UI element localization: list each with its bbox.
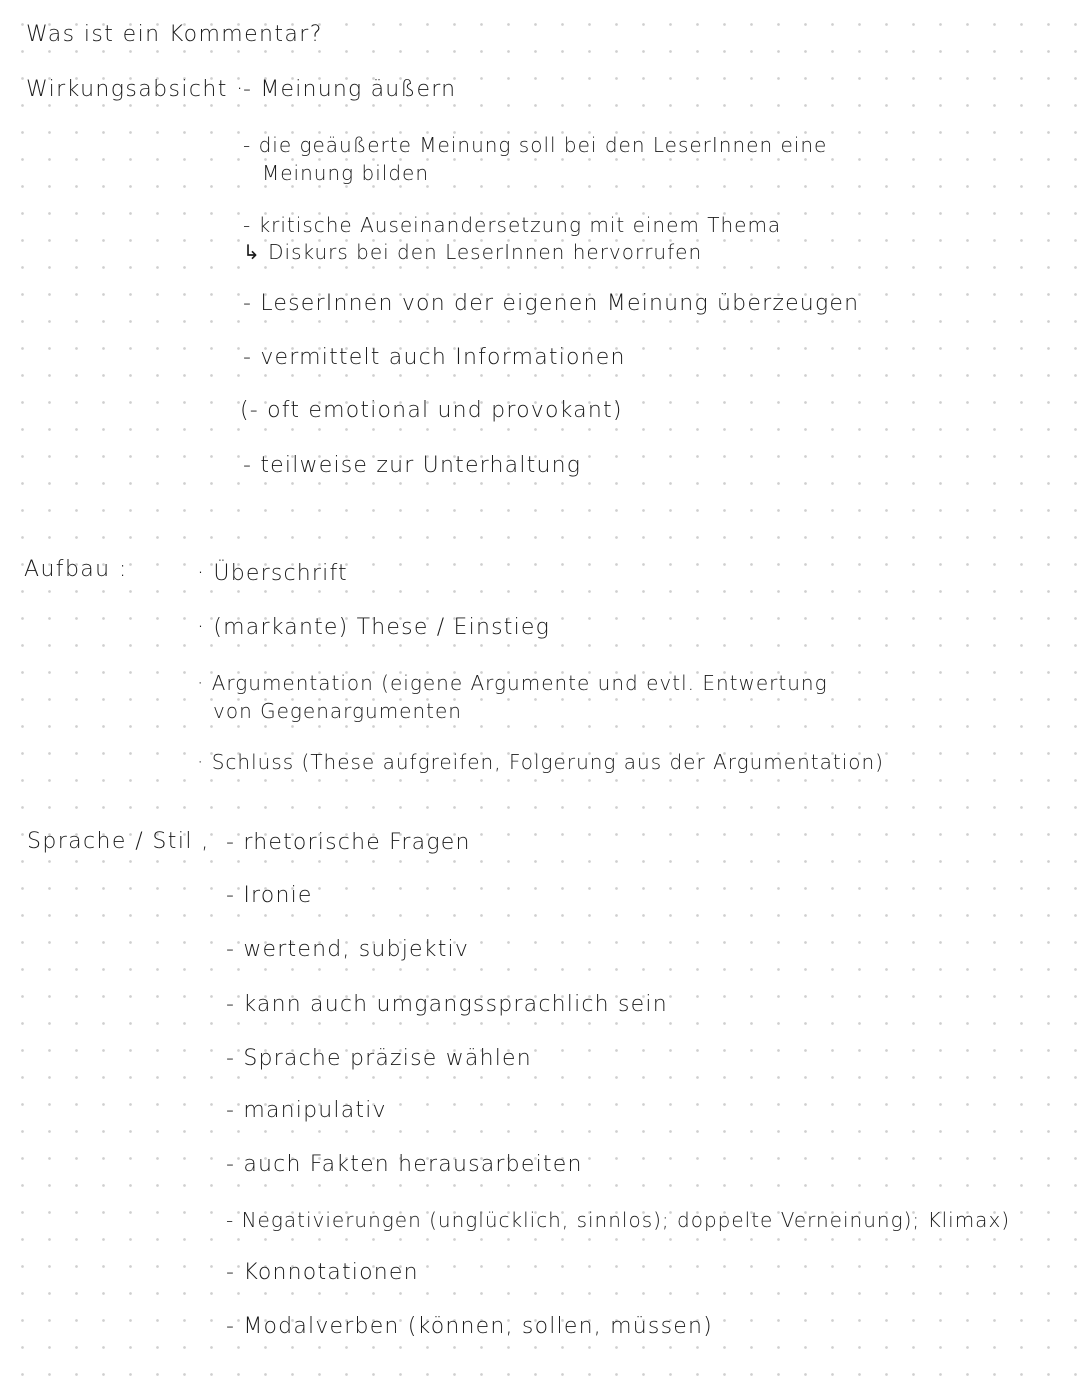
list-item: - Konnotationen xyxy=(226,1260,419,1285)
section-label-aufbau: Aufbau : xyxy=(24,557,128,582)
list-item: - manipulativ xyxy=(226,1098,387,1123)
list-item: · Argumentation (eigene Argumente und evtl. Entwertung xyxy=(197,671,828,695)
list-item: - wertend, subjektiv xyxy=(226,937,470,962)
page-title: Was ist ein Kommentar? xyxy=(26,22,323,47)
list-item: - vermittelt auch Informationen xyxy=(243,345,626,370)
list-item: - Modalverben (können, sollen, müssen) xyxy=(226,1314,713,1339)
list-item: - Meinung äußern xyxy=(243,77,457,102)
section-label-wirkungsabsicht: Wirkungsabsicht · xyxy=(26,77,245,102)
list-item: - kann auch umgangssprachlich sein xyxy=(226,992,668,1017)
list-item: - Ironie xyxy=(226,883,313,908)
list-item: - teilweise zur Unterhaltung xyxy=(243,453,582,478)
section-label-sprache-stil: Sprache / Stil , xyxy=(27,829,210,854)
list-item: ↳ Diskurs bei den LeserInnen hervorrufen xyxy=(243,240,703,264)
list-item: - kritische Auseinandersetzung mit einem Thema xyxy=(243,213,782,237)
list-item: (- oft emotional und provokant) xyxy=(240,398,623,423)
list-item: von Gegenargumenten xyxy=(213,699,462,723)
list-item: · Überschrift xyxy=(197,561,348,586)
list-item: - auch Fakten herausarbeiten xyxy=(226,1152,583,1177)
list-item: - LeserInnen von der eigenen Meinung überzeugen xyxy=(243,291,860,316)
list-item: - Sprache präzise wählen xyxy=(226,1046,532,1071)
list-item: - die geäußerte Meinung soll bei den LeserInnen eine xyxy=(243,133,828,157)
list-item: - Negativierungen (unglücklich, sinnlos); doppelte Verneinung); Klimax) xyxy=(226,1208,1011,1232)
list-item: · (markante) These / Einstieg xyxy=(197,615,551,640)
list-item: - rhetorische Fragen xyxy=(226,830,471,855)
list-item: Meinung bilden xyxy=(262,161,429,185)
list-item: · Schluss (These aufgreifen, Folgerung aus der Argumentation) xyxy=(197,750,884,774)
